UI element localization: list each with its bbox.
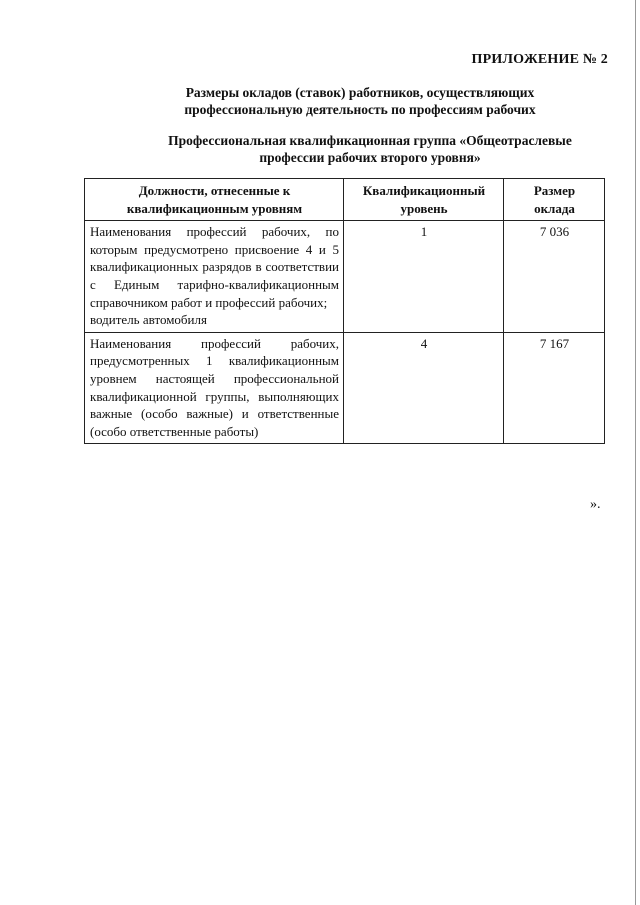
salary-table (84, 178, 605, 444)
row-salary: 7 167 (504, 332, 605, 444)
table-row (85, 332, 605, 444)
header-qualification-level: Квалификационный уровень (344, 179, 504, 221)
header-positions: Должности, отнесенные к квалификационным уровням (85, 179, 344, 221)
header-salary: Размер оклада (504, 179, 605, 221)
document-title (150, 84, 570, 118)
closing-quote-mark: ». (590, 497, 601, 512)
row-description: Наименования профессий рабочих, по которым предусмотрено присвоение 4 и 5 квалификационных разрядов в соответствии с Единым тарифно-квалификационным справочником работ и профессий рабочих; водитель автомобиля (85, 221, 344, 333)
row-level: 4 (344, 332, 504, 444)
title-line-2: профессиональную деятельность по профессиям рабочих (184, 102, 536, 117)
group-line-2: профессии рабочих второго уровня» (259, 150, 481, 165)
title-line-1: Размеры окладов (ставок) работников, осуществляющих (185, 85, 535, 100)
appendix-label: ПРИЛОЖЕНИЕ № 2 (471, 52, 608, 67)
row-salary: 7 036 (504, 221, 605, 333)
row-description: Наименования профессий рабочих, предусмотренных 1 квалификационным уровнем настоящей профессиональной квалификационной группы, выполняющих важные (особо важные) и ответственные (особо ответственные работы) (85, 332, 344, 444)
row-level: 1 (344, 221, 504, 333)
group-line-1: Профессиональная квалификационная группа «Общеотраслевые (168, 133, 572, 148)
scan-edge-line (635, 0, 636, 905)
table-header-row (85, 179, 605, 221)
qualification-group-heading (140, 132, 600, 166)
table-row (85, 221, 605, 333)
